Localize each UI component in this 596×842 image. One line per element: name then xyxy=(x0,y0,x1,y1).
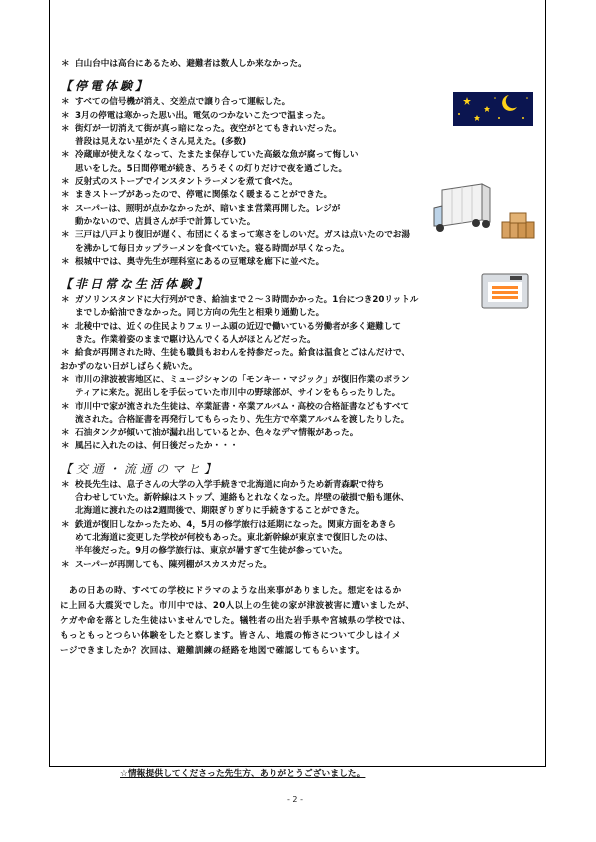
bullet-continuation: 北海道に渡れたのは2週間後で、期限ぎりぎりに手続きすることができた。 xyxy=(75,506,365,517)
star-bullet-icon: ＊ xyxy=(61,97,70,108)
bullet-item xyxy=(60,440,546,453)
closing-line: ケガや命を落とした生徒はいませんでした。犠牲者の出た岩手県や宮城県の学校では、 xyxy=(60,615,411,626)
star-bullet-icon: ＊ xyxy=(61,348,70,359)
bullet-text: 給食が再開された時、生徒も職員もおわんを持参だった。給食は温食とごはんだけで、 xyxy=(75,348,410,359)
section-heading: 【停電体験】 xyxy=(60,79,151,94)
star-bullet-icon: ＊ xyxy=(61,441,70,452)
bullet-continuation: きた。作業着姿のままで駆け込んでくる人がほとんどだった。 xyxy=(75,335,316,346)
bullet-text: 風呂に入れたのは、何日後だったか・・・ xyxy=(75,441,239,452)
star-bullet-icon: ＊ xyxy=(61,110,70,121)
bullet-text: 校長先生は、息子さんの大学の入学手続きで北海道に向かうため新青森駅で待ち xyxy=(75,479,385,490)
bullet-item xyxy=(60,321,546,348)
bullet-text: スーパーが再開しても、陳列棚がスカスカだった。 xyxy=(75,559,272,570)
bullet-continuation: 流された。合格証書を再発行してもらったり、先生方で卒業アルバムを渡したりした。 xyxy=(75,414,410,425)
bullet-continuation: 思いをした。5日間停電が続き、ろうそくの灯りだけで夜を過ごした。 xyxy=(75,163,348,174)
bullet-continuation: 普段は見えない星がたくさん見えた。(多数) xyxy=(75,137,247,148)
bullet-item xyxy=(60,559,546,572)
closing-line: ージできましたか？次回は、避難訓練の経路を地図で確認してもらいます。 xyxy=(60,645,365,656)
bullet-continuation: を沸かして毎日カップラーメンを食べていた。寝る時間が早くなった。 xyxy=(75,243,350,254)
closing-line: あの日あの時、すべての学校にドラマのような出来事がありました。想定をはるか xyxy=(69,585,402,596)
bullet-text: 石油タンクが傾いて油が漏れ出しているとか、色々なデマ情報があった。 xyxy=(75,428,359,439)
closing-line: に上回る大震災でした。市川中では、20人以上の生徒の家が津波被害に遭いましたが、 xyxy=(60,600,415,611)
star-bullet-icon: ＊ xyxy=(61,256,70,267)
bullet-item xyxy=(60,519,546,559)
kerosene-heater-icon xyxy=(480,272,530,310)
intro-bullet: ＊ 白山台中は高台にあるため、避難者は数人しか来なかった。 xyxy=(60,58,546,71)
star-bullet-icon: ＊ xyxy=(61,230,70,241)
bullet-item xyxy=(60,479,546,519)
star-bullet-icon: ＊ xyxy=(61,479,70,490)
bullet-continuation: 半年後だった。9月の修学旅行は、東京が暑すぎて生徒が参っていた。 xyxy=(75,546,348,557)
star-bullet-icon: ＊ xyxy=(61,559,70,570)
cardboard-boxes-icon xyxy=(500,212,538,240)
star-bullet-icon: ＊ xyxy=(61,374,70,385)
bullet-text: 北稜中では、近くの住民よりフェリーふ頭の近辺で働いている労働者が多く避難して xyxy=(75,321,401,332)
star-bullet-icon: ＊ xyxy=(61,295,70,306)
bullet-item xyxy=(60,149,546,176)
closing-paragraph xyxy=(60,584,546,659)
bullet-item xyxy=(60,374,546,401)
star-bullet-icon: ＊ xyxy=(61,321,70,332)
bullet-continuation: までしか給油できなかった。同じ方向の先生と相乗り通勤した。 xyxy=(75,308,325,319)
star-bullet-icon: ＊ xyxy=(61,59,70,69)
thanks-line: ☆情報提供してくださった先生方、ありがとうございました。 xyxy=(120,769,366,779)
bullet-text: 鉄道が復旧しなかったため、4，5月の修学旅行は延期になった。関東方面をあきら xyxy=(75,519,396,530)
bullet-continuation: 動かないので、店員さんが手で計算していた。 xyxy=(75,216,256,227)
bullet-text: 冷蔵庫が使えなくなって、たまたま保存していた高級な魚が腐って悔しい xyxy=(75,150,359,161)
section-heading: 【交通・流通のマヒ】 xyxy=(60,461,221,476)
bullet-item xyxy=(60,256,546,269)
bullet-text: スーパーは、照明が点かなかったが、暗いまま営業再開した。レジが xyxy=(75,203,341,214)
bullet-item xyxy=(60,294,546,321)
bullet-text: 市川中で家が流された生徒は、卒業証書・卒業アルバム・高校の合格証書などもすべて xyxy=(75,401,410,412)
star-bullet-icon: ＊ xyxy=(61,123,70,134)
bullet-text: まきストーブがあったので、停電に関係なく暖まることができた。 xyxy=(75,190,333,201)
delivery-truck-icon xyxy=(432,182,502,234)
star-bullet-icon: ＊ xyxy=(61,177,70,188)
bullet-text: 市川の津波被害地区に、ミュージシャンの「モンキー・マジック」が復旧作業のボラン xyxy=(75,374,410,385)
bullet-text: 根城中では、奥寺先生が理科室にあるの豆電球を廊下に並べた。 xyxy=(75,256,325,267)
section-heading: 【非日常な生活体験】 xyxy=(60,277,211,292)
bullet-continuation: ティアに来た。泥出しを手伝っていた市川中の野球部が、サインをもらったりした。 xyxy=(75,388,401,399)
bullet-continuation: めて北海道に変更した学校が何校もあった。東北新幹線が東京まで復旧したのは、 xyxy=(75,532,393,543)
bullet-item xyxy=(60,347,546,360)
bullet-item xyxy=(60,123,546,150)
bullet-item xyxy=(60,401,546,428)
bullet-text: 三戸は八戸より復旧が遅く、布団にくるまって寒さをしのいだ。ガスは点いたのでお湯 xyxy=(75,230,410,241)
main-content xyxy=(60,58,546,659)
page-number: - 2 - xyxy=(287,795,303,804)
star-bullet-icon: ＊ xyxy=(61,150,70,161)
bullet-text: 反射式のストーブでインスタントラーメンを煮て食べた。 xyxy=(75,177,298,188)
bullet-text: ガソリンスタンドに大行列ができ、給油まで２～３時間かかった。1台につき20リットル xyxy=(75,295,419,306)
star-bullet-icon: ＊ xyxy=(61,428,70,439)
night-sky-moon-icon xyxy=(453,92,533,126)
sections xyxy=(60,78,546,572)
star-bullet-icon: ＊ xyxy=(61,203,70,214)
star-bullet-icon: ＊ xyxy=(61,190,70,201)
bullet-text: すべての信号機が消え、交差点で譲り合って運転した。 xyxy=(75,97,291,108)
bullet-item xyxy=(60,427,546,440)
star-bullet-icon: ＊ xyxy=(61,519,70,530)
note-line: おかずのない日がしばらく続いた。 xyxy=(60,361,198,372)
closing-line: もっともっとつらい体験をしたと察します。皆さん、地震の怖さについて少しはイメ xyxy=(60,630,402,641)
bullet-text: 3月の停電は寒かった思い出。電気のつかないこたつで温まった。 xyxy=(75,110,331,121)
bullet-continuation: 合わせしていた。新幹線はストップ、連絡もとれなくなった。岸壁の破損で船も運休、 xyxy=(75,493,410,504)
star-bullet-icon: ＊ xyxy=(61,401,70,412)
bullet-text: 街灯が一切消えて街が真っ暗になった。夜空がとてもきれいだった。 xyxy=(75,123,342,134)
